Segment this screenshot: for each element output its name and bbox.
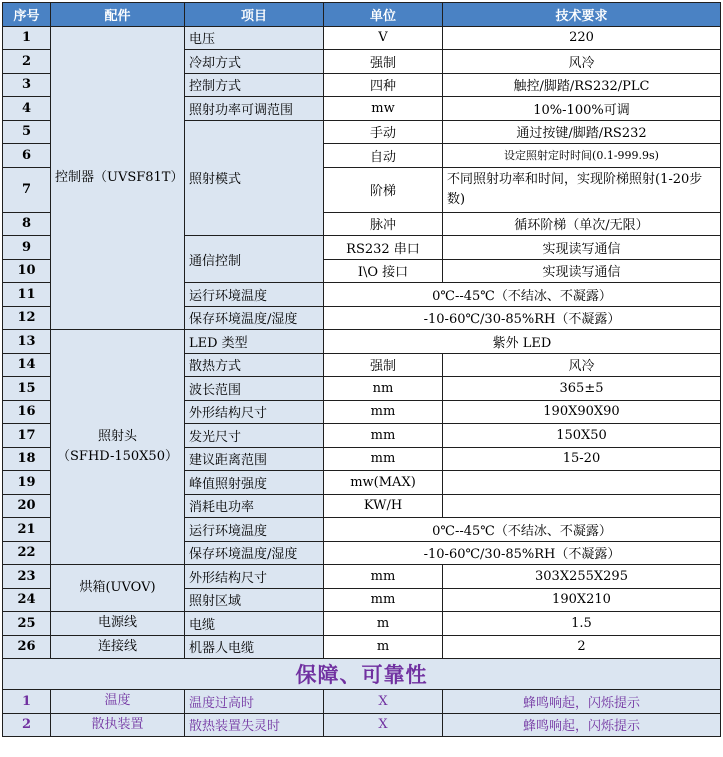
row-no: 17 <box>3 424 51 448</box>
row-no: 21 <box>3 518 51 542</box>
row-unit: X <box>324 713 443 737</box>
row-item: 冷却方式 <box>185 50 324 74</box>
row-no: 23 <box>3 565 51 589</box>
row-no: 7 <box>3 167 51 212</box>
row-req: 通过按键/脚踏/RS232 <box>443 120 721 144</box>
table-header-row <box>3 3 721 27</box>
row-no: 10 <box>3 259 51 283</box>
row-req: 0℃--45℃（不结冰、不凝露） <box>324 518 721 542</box>
row-req <box>443 471 721 495</box>
row-no: 24 <box>3 588 51 612</box>
row-unit: mw <box>324 97 443 121</box>
row-unit: m <box>324 635 443 659</box>
row-req <box>443 494 721 518</box>
row-unit: V <box>324 26 443 50</box>
row-unit: I\O 接口 <box>324 259 443 283</box>
group-oven: 烘箱(UVOV) <box>51 565 185 612</box>
section-title-row <box>3 659 721 690</box>
row-no: 16 <box>3 400 51 424</box>
row-unit: mm <box>324 565 443 589</box>
table-row <box>3 713 721 737</box>
header-req: 技术要求 <box>443 3 721 27</box>
row-item: 照射功率可调范围 <box>185 97 324 121</box>
row-req: 15-20 <box>443 447 721 471</box>
header-item: 项目 <box>185 3 324 27</box>
group-power-cable: 电源线 <box>51 612 185 636</box>
row-unit: X <box>324 690 443 714</box>
row-req: 365±5 <box>443 377 721 401</box>
row-unit: RS232 串口 <box>324 236 443 260</box>
row-unit: m <box>324 612 443 636</box>
row-req: 303X255X295 <box>443 565 721 589</box>
row-req: 实现读写通信 <box>443 236 721 260</box>
row-req: 150X50 <box>443 424 721 448</box>
row-unit: mm <box>324 424 443 448</box>
row-no: 25 <box>3 612 51 636</box>
row-item: 消耗电功率 <box>185 494 324 518</box>
group-connect-cable: 连接线 <box>51 635 185 659</box>
row-req: 220 <box>443 26 721 50</box>
row-unit: 强制 <box>324 50 443 74</box>
row-no: 5 <box>3 120 51 144</box>
header-part: 配件 <box>51 3 185 27</box>
row-no: 14 <box>3 353 51 377</box>
row-req: 风冷 <box>443 353 721 377</box>
header-no: 序号 <box>3 3 51 27</box>
row-unit: mm <box>324 447 443 471</box>
row-item: 保存环境温度/湿度 <box>185 541 324 565</box>
row-item: 散热装置失灵时 <box>185 713 324 737</box>
row-no: 9 <box>3 236 51 260</box>
row-req: 紫外 LED <box>324 330 721 354</box>
table-row <box>3 26 721 50</box>
row-no: 18 <box>3 447 51 471</box>
row-unit: 强制 <box>324 353 443 377</box>
row-item: 外形结构尺寸 <box>185 400 324 424</box>
row-item: 保存环境温度/湿度 <box>185 306 324 330</box>
row-no: 1 <box>3 26 51 50</box>
header-unit: 单位 <box>324 3 443 27</box>
row-no: 2 <box>3 50 51 74</box>
row-req: 不同照射功率和时间，实现阶梯照射(1-20步数) <box>443 167 721 212</box>
row-no: 19 <box>3 471 51 495</box>
row-no: 15 <box>3 377 51 401</box>
group-irradiation-head <box>51 330 185 565</box>
group-irradiation-mode: 照射模式 <box>185 120 324 236</box>
table-row <box>3 635 721 659</box>
row-no: 3 <box>3 73 51 97</box>
row-unit: 手动 <box>324 120 443 144</box>
row-item: 外形结构尺寸 <box>185 565 324 589</box>
row-req: -10-60℃/30-85%RH（不凝露） <box>324 306 721 330</box>
row-item: 控制方式 <box>185 73 324 97</box>
row-no: 13 <box>3 330 51 354</box>
row-item: LED 类型 <box>185 330 324 354</box>
row-item: 建议距离范围 <box>185 447 324 471</box>
row-item: 峰值照射强度 <box>185 471 324 495</box>
row-part: 散执装置 <box>51 713 185 737</box>
row-no: 22 <box>3 541 51 565</box>
row-req: 0℃--45℃（不结冰、不凝露） <box>324 283 721 307</box>
row-unit: 脉冲 <box>324 212 443 236</box>
row-item: 发光尺寸 <box>185 424 324 448</box>
spec-table <box>2 2 721 737</box>
row-item: 照射区域 <box>185 588 324 612</box>
row-item: 机器人电缆 <box>185 635 324 659</box>
row-req: 风冷 <box>443 50 721 74</box>
row-item: 电缆 <box>185 612 324 636</box>
row-req: 1.5 <box>443 612 721 636</box>
row-unit: mw(MAX) <box>324 471 443 495</box>
group-controller: 控制器（UVSF81T） <box>51 26 185 330</box>
row-part: 温度 <box>51 690 185 714</box>
row-item: 散热方式 <box>185 353 324 377</box>
row-unit: 自动 <box>324 144 443 168</box>
table-row <box>3 330 721 354</box>
row-no: 11 <box>3 283 51 307</box>
row-no: 2 <box>3 713 51 737</box>
row-req: 设定照射定时时间(0.1-999.9s) <box>443 144 721 168</box>
row-no: 1 <box>3 690 51 714</box>
row-item: 运行环境温度 <box>185 518 324 542</box>
row-unit: 阶梯 <box>324 167 443 212</box>
row-req: 触控/脚踏/RS232/PLC <box>443 73 721 97</box>
row-no: 4 <box>3 97 51 121</box>
row-req: 190X90X90 <box>443 400 721 424</box>
row-item: 温度过高时 <box>185 690 324 714</box>
table-row <box>3 565 721 589</box>
row-req: 2 <box>443 635 721 659</box>
row-no: 6 <box>3 144 51 168</box>
row-req: 蜂鸣响起，闪烁提示 <box>443 713 721 737</box>
row-req: 190X210 <box>443 588 721 612</box>
row-unit: mm <box>324 588 443 612</box>
row-unit: mm <box>324 400 443 424</box>
group-head-line1: 照射头 <box>97 429 137 444</box>
group-head-line2: （SFHD-150X50） <box>57 449 178 464</box>
row-req: 10%-100%可调 <box>443 97 721 121</box>
row-no: 20 <box>3 494 51 518</box>
row-req: 实现读写通信 <box>443 259 721 283</box>
row-unit: nm <box>324 377 443 401</box>
group-communication: 通信控制 <box>185 236 324 283</box>
row-item: 运行环境温度 <box>185 283 324 307</box>
row-no: 8 <box>3 212 51 236</box>
row-no: 12 <box>3 306 51 330</box>
row-req: 循环阶梯（单次/无限） <box>443 212 721 236</box>
row-req: -10-60℃/30-85%RH（不凝露） <box>324 541 721 565</box>
section-title: 保障、可靠性 <box>3 659 721 690</box>
row-unit: KW/H <box>324 494 443 518</box>
table-row <box>3 612 721 636</box>
row-item: 电压 <box>185 26 324 50</box>
row-unit: 四种 <box>324 73 443 97</box>
row-no: 26 <box>3 635 51 659</box>
row-req: 蜂鸣响起，闪烁提示 <box>443 690 721 714</box>
table-row <box>3 690 721 714</box>
row-item: 波长范围 <box>185 377 324 401</box>
